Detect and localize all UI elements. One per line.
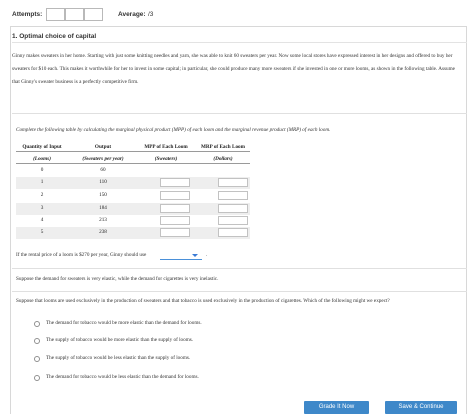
attempts-label: Attempts: xyxy=(12,11,43,18)
header-rule-top xyxy=(16,151,250,152)
looms-cell: 2 xyxy=(40,192,44,198)
mrp-input[interactable] xyxy=(218,204,248,213)
mpp-input[interactable] xyxy=(160,228,190,237)
looms-cell: 4 xyxy=(40,217,44,223)
grade-it-now-button[interactable]: Grade It Now xyxy=(304,401,369,414)
mpp-input[interactable] xyxy=(160,216,190,225)
mpp-input[interactable] xyxy=(160,204,190,213)
output-cell: 184 xyxy=(99,205,107,211)
header-mpp-unit: (Sweaters) xyxy=(154,156,178,162)
section-divider xyxy=(12,268,467,269)
table-row xyxy=(16,177,250,189)
option-label: The demand for tobacco would be more elastic than the demand for looms. xyxy=(46,320,202,326)
rental-period: . xyxy=(206,252,208,258)
mpp-input[interactable] xyxy=(160,178,190,187)
looms-dropdown[interactable] xyxy=(160,251,202,260)
option-label: The supply of tobacco would be more elastic than the supply of looms. xyxy=(46,337,194,343)
section-divider xyxy=(12,113,467,114)
title-divider xyxy=(12,42,467,43)
output-cell: 60 xyxy=(100,167,106,173)
mrp-input[interactable] xyxy=(218,216,248,225)
header-looms-unit: (Looms) xyxy=(33,156,51,162)
demand-statement: Suppose the demand for sweaters is very elastic, while the demand for cigarettes is very inelastic. xyxy=(16,276,219,282)
mpp-input[interactable] xyxy=(160,191,190,200)
chevron-down-icon xyxy=(192,254,198,257)
output-cell: 213 xyxy=(99,217,107,223)
looms-cell: 3 xyxy=(40,205,44,211)
looms-cell: 5 xyxy=(40,229,44,235)
header-output-unit: (Sweaters per year) xyxy=(82,156,124,162)
looms-question: Suppose that looms are used exclusively in the production of sweaters and that tobacco is used exclusively in the production of cigarettes. Which of the following might we expect? xyxy=(16,298,390,304)
question-intro: Ginny makes sweaters in her home. Starting with just some knitting needles and yarn, she was able to knit 60 sweaters per year. Now some local stores have expressed interest in her designs and offered to buy her sweaters for $10 each. This makes it worthwhile for her to invest in some capital; in particular, she could produce many more sweaters if she invested in one or more looms, as shown in the following table. Assume that Ginny's sweater business is a perfectly competitive firm. xyxy=(12,53,455,85)
attempt-box-3 xyxy=(84,8,103,21)
mrp-input[interactable] xyxy=(218,178,248,187)
table-row xyxy=(16,190,250,202)
attempts-bar xyxy=(0,0,474,28)
output-cell: 150 xyxy=(99,192,107,198)
output-cell: 238 xyxy=(99,229,107,235)
output-cell: 110 xyxy=(99,179,107,185)
table-instruction: Complete the following table by calculating the marginal physical product (MPP) of each loom and the marginal revenue product (MRP) of each loom. xyxy=(16,127,331,133)
header-mpp: MPP of Each Loom xyxy=(144,144,188,150)
header-output: Output xyxy=(94,144,112,150)
attempt-box-1 xyxy=(46,8,65,21)
radio-button[interactable] xyxy=(34,375,40,381)
header-mrp-unit: (Dollars) xyxy=(213,156,233,162)
save-continue-button[interactable]: Save & Continue xyxy=(385,401,457,414)
looms-cell: 1 xyxy=(40,179,44,185)
section-divider xyxy=(12,291,467,292)
table-row xyxy=(16,165,250,177)
option-label: The supply of tobacco would be less elastic than the supply of looms. xyxy=(46,355,191,361)
table-row xyxy=(16,215,250,227)
mrp-input[interactable] xyxy=(218,228,248,237)
attempt-box-2 xyxy=(65,8,84,21)
radio-button[interactable] xyxy=(34,338,40,344)
average-label: Average: xyxy=(118,11,146,18)
table-row xyxy=(16,227,250,239)
radio-button[interactable] xyxy=(34,321,40,327)
rental-question: If the rental price of a loom is $270 per year, Ginny should use xyxy=(16,252,147,258)
header-mrp: MRP of Each Loom xyxy=(201,144,245,150)
mrp-input[interactable] xyxy=(218,191,248,200)
table-row xyxy=(16,203,250,215)
radio-button[interactable] xyxy=(34,356,40,362)
header-rule-bottom xyxy=(16,163,250,164)
header-looms: Quantity of Input xyxy=(22,144,62,150)
option-label: The demand for tobacco would be less elastic than the demand for looms. xyxy=(46,374,199,380)
question-title: 1. Optimal choice of capital xyxy=(12,33,97,40)
average-value: /3 xyxy=(148,11,154,18)
looms-cell: 0 xyxy=(40,167,44,173)
